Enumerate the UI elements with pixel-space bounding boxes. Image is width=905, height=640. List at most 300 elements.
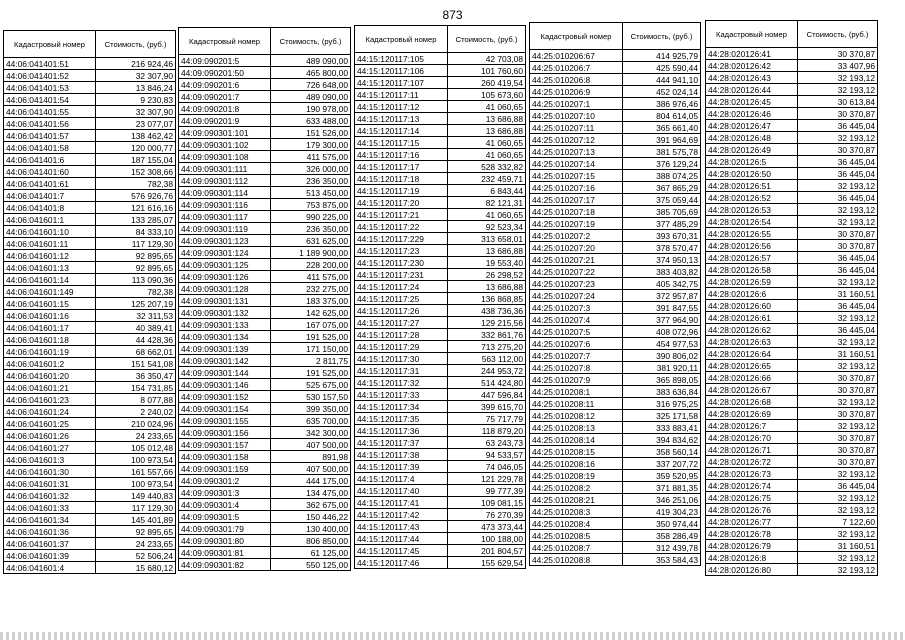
cadastral-number-cell: 44:09:090301:159 — [179, 463, 271, 475]
cost-cell: 30 370,87 — [798, 48, 878, 60]
table-row — [4, 322, 176, 334]
cost-cell: 391 964,69 — [623, 134, 701, 146]
cost-cell: 36 445,04 — [798, 264, 878, 276]
cost-cell: 377 964,90 — [623, 314, 701, 326]
table-row — [4, 406, 176, 418]
table-row — [530, 506, 701, 518]
cost-cell: 74 046,05 — [448, 461, 526, 473]
cadastral-number-cell: 44:06:041601:14 — [4, 274, 96, 286]
cost-cell: 31 160,51 — [798, 540, 878, 552]
cadastral-number-cell: 44:28:020126:62 — [706, 324, 798, 336]
cost-cell: 138 462,42 — [96, 130, 176, 142]
cost-cell: 376 129,24 — [623, 158, 701, 170]
column-header-cost: Стоимость, (руб.) — [96, 31, 176, 58]
table-row — [530, 194, 701, 206]
table-row — [179, 163, 351, 175]
cadastral-number-cell: 44:09:090301:133 — [179, 319, 271, 331]
cost-cell: 414 925,79 — [623, 50, 701, 62]
cost-cell: 113 090,36 — [96, 274, 176, 286]
cost-cell: 32 193,12 — [798, 180, 878, 192]
cost-cell: 411 575,00 — [271, 151, 351, 163]
cadastral-number-cell: 44:09:090301:139 — [179, 343, 271, 355]
table-row — [4, 382, 176, 394]
table-row — [179, 451, 351, 463]
cost-cell: 1 189 900,00 — [271, 247, 351, 259]
cost-cell: 42 703,08 — [448, 53, 526, 65]
cadastral-number-cell: 44:25:010208:13 — [530, 422, 623, 434]
cost-cell: 362 675,00 — [271, 499, 351, 511]
cost-cell: 378 570,47 — [623, 242, 701, 254]
cost-cell: 372 957,87 — [623, 290, 701, 302]
cadastral-number-cell: 44:28:020126:8 — [706, 552, 798, 564]
cadastral-number-cell: 44:28:020126:52 — [706, 192, 798, 204]
cost-cell: 367 865,29 — [623, 182, 701, 194]
cost-cell: 377 485,29 — [623, 218, 701, 230]
cadastral-table-col-2 — [178, 27, 351, 571]
cost-cell: 36 445,04 — [798, 480, 878, 492]
table-row — [179, 499, 351, 511]
table-row — [179, 103, 351, 115]
table-row — [706, 84, 878, 96]
cost-cell: 513 450,00 — [271, 187, 351, 199]
cost-cell: 183 375,00 — [271, 295, 351, 307]
cost-cell: 149 440,83 — [96, 490, 176, 502]
cadastral-number-cell: 44:15:120117:39 — [355, 461, 448, 473]
table-row — [4, 394, 176, 406]
cadastral-number-cell: 44:25:010207:4 — [530, 314, 623, 326]
cost-cell: 381 575,78 — [623, 146, 701, 158]
table-row — [706, 408, 878, 420]
cadastral-number-cell: 44:28:020126:53 — [706, 204, 798, 216]
table-row — [706, 396, 878, 408]
cadastral-number-cell: 44:28:020126:67 — [706, 384, 798, 396]
cost-cell: 353 584,43 — [623, 554, 701, 566]
cadastral-number-cell: 44:25:010208:11 — [530, 398, 623, 410]
table-row — [530, 182, 701, 194]
table-row — [706, 348, 878, 360]
cadastral-number-cell: 44:15:120117:230 — [355, 257, 448, 269]
table-row — [179, 295, 351, 307]
table-row — [355, 293, 526, 305]
cost-cell: 30 370,87 — [798, 432, 878, 444]
cadastral-number-cell: 44:25:010207:17 — [530, 194, 623, 206]
cost-cell: 385 705,69 — [623, 206, 701, 218]
cost-cell: 52 506,24 — [96, 550, 176, 562]
table-row — [4, 238, 176, 250]
table-row — [530, 494, 701, 506]
table-row — [355, 173, 526, 185]
cost-cell: 36 445,04 — [798, 156, 878, 168]
cost-cell: 782,38 — [96, 286, 176, 298]
cadastral-number-cell: 44:09:090301:119 — [179, 223, 271, 235]
cost-cell: 41 060,65 — [448, 209, 526, 221]
cadastral-number-cell: 44:25:010208:7 — [530, 542, 623, 554]
cost-cell: 32 193,12 — [798, 216, 878, 228]
table-row — [4, 262, 176, 274]
cadastral-number-cell: 44:25:010207:18 — [530, 206, 623, 218]
cadastral-number-cell: 44:28:020126:64 — [706, 348, 798, 360]
cost-cell: 633 488,00 — [271, 115, 351, 127]
cost-cell: 191 525,00 — [271, 367, 351, 379]
cost-cell: 41 060,65 — [448, 101, 526, 113]
cost-cell: 386 976,46 — [623, 98, 701, 110]
table-row — [355, 413, 526, 425]
table-row — [179, 427, 351, 439]
cadastral-number-cell: 44:15:120117:28 — [355, 329, 448, 341]
table-row — [530, 122, 701, 134]
table-row — [706, 336, 878, 348]
table-row — [4, 490, 176, 502]
cadastral-number-cell: 44:09:090301:146 — [179, 379, 271, 391]
cost-cell: 419 304,23 — [623, 506, 701, 518]
cost-cell: 142 625,00 — [271, 307, 351, 319]
cost-cell: 26 298,52 — [448, 269, 526, 281]
cost-cell: 30 370,87 — [798, 240, 878, 252]
cost-cell: 109 081,15 — [448, 497, 526, 509]
table-row — [4, 70, 176, 82]
cost-cell: 32 193,12 — [798, 132, 878, 144]
cadastral-number-cell: 44:06:041401:54 — [4, 94, 96, 106]
cost-cell: 6 843,44 — [448, 185, 526, 197]
table-row — [179, 475, 351, 487]
cadastral-number-cell: 44:09:090301:81 — [179, 547, 271, 559]
cost-cell: 92 895,65 — [96, 262, 176, 274]
cadastral-number-cell: 44:25:010208:12 — [530, 410, 623, 422]
table-row — [706, 420, 878, 432]
table-row — [355, 113, 526, 125]
cadastral-number-cell: 44:28:020126:50 — [706, 168, 798, 180]
cost-cell: 105 673,60 — [448, 89, 526, 101]
table-row — [355, 509, 526, 521]
cost-cell: 92 523,34 — [448, 221, 526, 233]
cost-cell: 350 974,44 — [623, 518, 701, 530]
cadastral-number-cell: 44:15:120117:38 — [355, 449, 448, 461]
table-row — [179, 199, 351, 211]
table-row — [4, 274, 176, 286]
cost-cell: 150 446,22 — [271, 511, 351, 523]
cost-cell: 68 662,01 — [96, 346, 176, 358]
cost-cell: 101 760,60 — [448, 65, 526, 77]
table-row — [179, 247, 351, 259]
table-row — [4, 466, 176, 478]
cost-cell: 121 616,16 — [96, 202, 176, 214]
cost-cell: 444 941,10 — [623, 74, 701, 86]
column-header-cadastral-number: Кадастровый номер — [4, 31, 96, 58]
table-row — [355, 281, 526, 293]
table-row — [355, 473, 526, 485]
cadastral-number-cell: 44:28:020126:57 — [706, 252, 798, 264]
cadastral-number-cell: 44:28:020126:56 — [706, 240, 798, 252]
cost-cell: 489 090,00 — [271, 55, 351, 67]
cadastral-number-cell: 44:15:120117:106 — [355, 65, 448, 77]
cadastral-number-cell: 44:25:010207:20 — [530, 242, 623, 254]
table-row — [530, 254, 701, 266]
table-row — [706, 96, 878, 108]
cost-cell: 514 424,80 — [448, 377, 526, 389]
cost-cell: 236 350,00 — [271, 175, 351, 187]
table-row — [355, 161, 526, 173]
cadastral-number-cell: 44:15:120117:18 — [355, 173, 448, 185]
table-row — [706, 144, 878, 156]
cost-cell: 75 717,79 — [448, 413, 526, 425]
table-row — [179, 367, 351, 379]
table-row — [706, 468, 878, 480]
table-row — [706, 264, 878, 276]
cost-cell: 346 251,06 — [623, 494, 701, 506]
cadastral-number-cell: 44:06:041601:12 — [4, 250, 96, 262]
cost-cell: 2 240,02 — [96, 406, 176, 418]
cadastral-number-cell: 44:09:090301:144 — [179, 367, 271, 379]
cadastral-number-cell: 44:09:090301:128 — [179, 283, 271, 295]
cost-cell: 473 373,44 — [448, 521, 526, 533]
cost-cell: 391 847,55 — [623, 302, 701, 314]
cadastral-number-cell: 44:09:090301:114 — [179, 187, 271, 199]
cost-cell: 32 193,12 — [798, 336, 878, 348]
cadastral-number-cell: 44:06:041601:2 — [4, 358, 96, 370]
cadastral-number-cell: 44:28:020126:48 — [706, 132, 798, 144]
table-row — [706, 108, 878, 120]
cost-cell: 358 286,49 — [623, 530, 701, 542]
cost-cell: 408 072,96 — [623, 326, 701, 338]
cadastral-number-cell: 44:09:090201:5 — [179, 55, 271, 67]
table-row — [4, 514, 176, 526]
cost-cell: 15 680,12 — [96, 562, 176, 574]
cadastral-number-cell: 44:28:020126:42 — [706, 60, 798, 72]
cadastral-number-cell: 44:25:010207:21 — [530, 254, 623, 266]
cadastral-number-cell: 44:25:010208:14 — [530, 434, 623, 446]
cadastral-number-cell: 44:28:020126:45 — [706, 96, 798, 108]
table-row — [179, 307, 351, 319]
cost-cell: 151 541,08 — [96, 358, 176, 370]
table-row — [4, 82, 176, 94]
cost-cell: 155 629,54 — [448, 557, 526, 569]
cadastral-number-cell: 44:09:090301:125 — [179, 259, 271, 271]
cadastral-number-cell: 44:15:120117:30 — [355, 353, 448, 365]
cost-cell: 365 898,05 — [623, 374, 701, 386]
table-row — [355, 389, 526, 401]
cadastral-number-cell: 44:06:041601:3 — [4, 454, 96, 466]
cadastral-number-cell: 44:06:041601:25 — [4, 418, 96, 430]
table-row — [706, 204, 878, 216]
table-row — [179, 67, 351, 79]
cadastral-number-cell: 44:06:041601:20 — [4, 370, 96, 382]
cost-cell: 32 193,12 — [798, 204, 878, 216]
cadastral-number-cell: 44:15:120117:25 — [355, 293, 448, 305]
table-row — [4, 286, 176, 298]
table-row — [530, 434, 701, 446]
cadastral-number-cell: 44:25:010207:19 — [530, 218, 623, 230]
cost-cell: 30 613,84 — [798, 96, 878, 108]
table-row — [706, 72, 878, 84]
table-row — [355, 341, 526, 353]
cost-cell: 13 686,88 — [448, 281, 526, 293]
column-header-cadastral-number: Кадастровый номер — [355, 26, 448, 53]
cost-cell: 191 525,00 — [271, 331, 351, 343]
cost-cell: 82 121,31 — [448, 197, 526, 209]
cost-cell: 425 590,44 — [623, 62, 701, 74]
table-row — [4, 106, 176, 118]
table-row — [530, 62, 701, 74]
cadastral-number-cell: 44:06:041601:24 — [4, 406, 96, 418]
cadastral-number-cell: 44:25:010208:19 — [530, 470, 623, 482]
cost-cell: 32 193,12 — [798, 84, 878, 96]
cost-cell: 32 193,12 — [798, 564, 878, 576]
cost-cell: 8 077,88 — [96, 394, 176, 406]
table-row — [706, 276, 878, 288]
cost-cell: 134 475,00 — [271, 487, 351, 499]
cadastral-number-cell: 44:06:041601:37 — [4, 538, 96, 550]
cost-cell: 32 307,90 — [96, 106, 176, 118]
cadastral-number-cell: 44:09:090301:132 — [179, 307, 271, 319]
cost-cell: 136 868,85 — [448, 293, 526, 305]
cost-cell: 726 648,00 — [271, 79, 351, 91]
cost-cell: 84 333,10 — [96, 226, 176, 238]
table-row — [530, 386, 701, 398]
cadastral-number-cell: 44:28:020126:76 — [706, 504, 798, 516]
cost-cell: 236 350,00 — [271, 223, 351, 235]
cost-cell: 24 233,65 — [96, 538, 176, 550]
table-row — [355, 305, 526, 317]
cadastral-table-col-1 — [3, 30, 176, 574]
table-row — [4, 550, 176, 562]
cost-cell: 407 500,00 — [271, 463, 351, 475]
cost-cell: 100 973,54 — [96, 454, 176, 466]
table-row — [179, 331, 351, 343]
table-row — [355, 65, 526, 77]
cost-cell: 9 230,83 — [96, 94, 176, 106]
cadastral-number-cell: 44:15:120117:231 — [355, 269, 448, 281]
cost-cell: 13 686,88 — [448, 113, 526, 125]
scan-edge-strip — [0, 632, 905, 640]
cadastral-number-cell: 44:25:010208:5 — [530, 530, 623, 542]
table-row — [706, 228, 878, 240]
table-row — [355, 485, 526, 497]
cost-cell: 130 400,00 — [271, 523, 351, 535]
cost-cell: 444 175,00 — [271, 475, 351, 487]
table-row — [355, 137, 526, 149]
cadastral-number-cell: 44:25:010208:3 — [530, 506, 623, 518]
cadastral-number-cell: 44:06:041601:34 — [4, 514, 96, 526]
cost-cell: 129 215,56 — [448, 317, 526, 329]
cost-cell: 44 428,36 — [96, 334, 176, 346]
cadastral-number-cell: 44:09:090301:158 — [179, 451, 271, 463]
cadastral-number-cell: 44:09:090301:155 — [179, 415, 271, 427]
cadastral-number-cell: 44:15:120117:15 — [355, 137, 448, 149]
cost-cell: 36 445,04 — [798, 192, 878, 204]
cost-cell: 2 811,75 — [271, 355, 351, 367]
cadastral-number-cell: 44:09:090301:2 — [179, 475, 271, 487]
cost-cell: 33 407,96 — [798, 60, 878, 72]
cost-cell: 24 233,65 — [96, 430, 176, 442]
cost-cell: 32 311,53 — [96, 310, 176, 322]
table-row — [355, 269, 526, 281]
cost-cell: 388 074,25 — [623, 170, 701, 182]
table-row — [355, 185, 526, 197]
cadastral-number-cell: 44:06:041601:17 — [4, 322, 96, 334]
table-row — [179, 223, 351, 235]
table-row — [179, 79, 351, 91]
cost-cell: 30 370,87 — [798, 444, 878, 456]
table-row — [530, 242, 701, 254]
cost-cell: 32 193,12 — [798, 468, 878, 480]
cost-cell: 30 370,87 — [798, 372, 878, 384]
cost-cell: 576 926,76 — [96, 190, 176, 202]
table-row — [4, 118, 176, 130]
cadastral-number-cell: 44:09:090301:108 — [179, 151, 271, 163]
table-row — [179, 391, 351, 403]
table-row — [179, 343, 351, 355]
cadastral-number-cell: 44:28:020126:75 — [706, 492, 798, 504]
cadastral-number-cell: 44:09:090301:5 — [179, 511, 271, 523]
table-row — [530, 374, 701, 386]
cost-cell: 228 200,00 — [271, 259, 351, 271]
cadastral-number-cell: 44:25:010207:2 — [530, 230, 623, 242]
cost-cell: 563 112,00 — [448, 353, 526, 365]
cost-cell: 100 973,54 — [96, 478, 176, 490]
cost-cell: 105 012,48 — [96, 442, 176, 454]
cadastral-number-cell: 44:25:010207:7 — [530, 350, 623, 362]
table-row — [179, 559, 351, 571]
cadastral-number-cell: 44:09:090301:101 — [179, 127, 271, 139]
table-row — [355, 497, 526, 509]
cadastral-number-cell: 44:15:120117:16 — [355, 149, 448, 161]
cost-cell: 407 500,00 — [271, 439, 351, 451]
cost-cell: 92 895,65 — [96, 526, 176, 538]
cost-cell: 201 804,57 — [448, 545, 526, 557]
cadastral-number-cell: 44:06:041601:13 — [4, 262, 96, 274]
table-row — [4, 226, 176, 238]
cadastral-number-cell: 44:15:120117:107 — [355, 77, 448, 89]
cadastral-number-cell: 44:25:010206:7 — [530, 62, 623, 74]
cadastral-number-cell: 44:06:041601:18 — [4, 334, 96, 346]
table-row — [179, 535, 351, 547]
cadastral-number-cell: 44:15:120117:41 — [355, 497, 448, 509]
cost-cell: 411 575,00 — [271, 271, 351, 283]
cadastral-number-cell: 44:25:010207:13 — [530, 146, 623, 158]
table-row — [179, 511, 351, 523]
table-row — [706, 168, 878, 180]
table-row — [355, 209, 526, 221]
cost-cell: 313 658,01 — [448, 233, 526, 245]
cost-cell: 713 275,20 — [448, 341, 526, 353]
cadastral-number-cell: 44:06:041401:51 — [4, 58, 96, 70]
table-row — [4, 454, 176, 466]
page-number: 873 — [442, 8, 463, 22]
table-row — [706, 216, 878, 228]
cadastral-number-cell: 44:25:010207:10 — [530, 110, 623, 122]
cost-cell: 530 157,50 — [271, 391, 351, 403]
cadastral-number-cell: 44:06:041601:39 — [4, 550, 96, 562]
table-row — [530, 74, 701, 86]
cost-cell: 381 920,11 — [623, 362, 701, 374]
cadastral-number-cell: 44:09:090301:126 — [179, 271, 271, 283]
cadastral-number-cell: 44:15:120117:27 — [355, 317, 448, 329]
cost-cell: 358 560,14 — [623, 446, 701, 458]
table-row — [179, 91, 351, 103]
table-row — [4, 178, 176, 190]
table-row — [530, 170, 701, 182]
cost-cell: 454 977,53 — [623, 338, 701, 350]
table-row — [530, 50, 701, 62]
cost-cell: 117 129,30 — [96, 502, 176, 514]
cadastral-number-cell: 44:06:041601:32 — [4, 490, 96, 502]
table-row — [179, 259, 351, 271]
cost-cell: 489 090,00 — [271, 91, 351, 103]
cadastral-number-cell: 44:28:020126:77 — [706, 516, 798, 528]
table-row — [4, 346, 176, 358]
table-row — [355, 437, 526, 449]
column-header-cadastral-number: Кадастровый номер — [706, 21, 798, 48]
